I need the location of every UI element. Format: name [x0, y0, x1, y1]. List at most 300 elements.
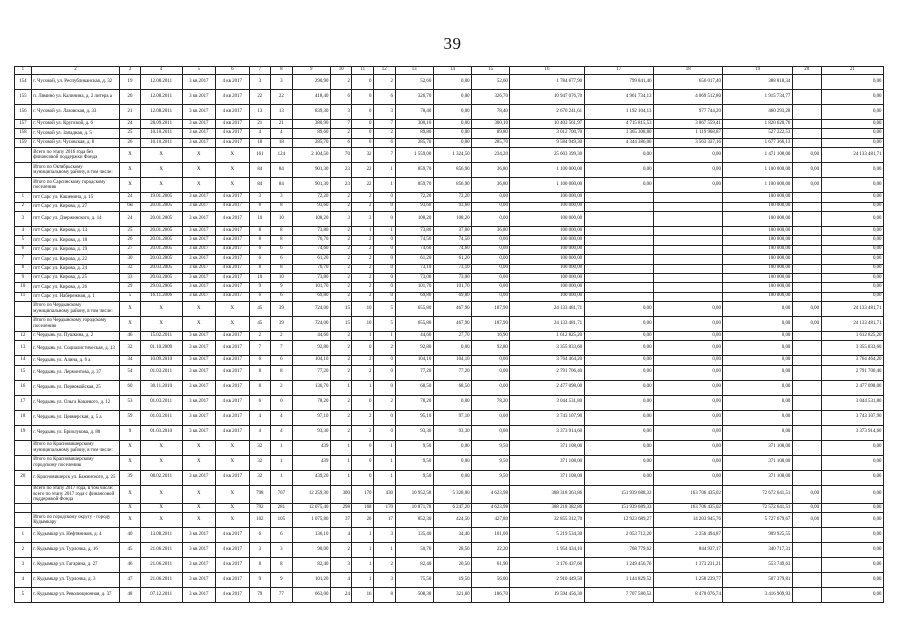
address-cell: г. Чердынь ул. Лермонтова, д. 37 [31, 365, 120, 380]
table-cell [654, 236, 723, 245]
table-cell: 1 324,50 [433, 148, 471, 163]
table-cell: 281 [271, 503, 293, 512]
table-cell: 0,00 [472, 283, 510, 292]
table-cell: 100 000,00 [510, 264, 584, 273]
table-cell: 61,20 [395, 255, 433, 264]
table-cell: 371 108,00 [510, 470, 584, 485]
table-cell [654, 255, 723, 264]
table-cell: 0 [373, 425, 395, 440]
table-cell: 0,00 [472, 292, 510, 301]
address-cell: г. Чердынь ул. Ольга Кошевого, д. 12 [31, 395, 120, 410]
table-cell: 100 000,00 [510, 292, 584, 301]
table-cell: 0,00 [821, 273, 883, 282]
table-row [15, 273, 884, 282]
table-cell: 20,50 [433, 558, 471, 573]
table-cell [792, 273, 821, 282]
table-cell: 10 871,78 [395, 503, 433, 512]
table-cell: 3 кв 2017 [182, 129, 216, 138]
table-cell: 14 [15, 356, 32, 365]
table-cell: X [140, 485, 182, 503]
table-cell: 3 кв 2017 [182, 90, 216, 105]
table-row [15, 302, 884, 317]
table-cell: 3 кв 2017 [182, 395, 216, 410]
table-cell: X [216, 148, 250, 163]
column-number: 8 [271, 67, 293, 75]
table-cell: 0,00 [723, 317, 792, 332]
table-cell [792, 558, 821, 573]
table-cell: 856,90 [433, 178, 471, 193]
table-body [15, 67, 884, 603]
table-cell: X [140, 163, 182, 178]
table-cell: 12 923 689,27 [584, 513, 653, 528]
table-cell: 93,30 [433, 425, 471, 440]
table-cell: 3 кв 2017 [182, 365, 216, 380]
table-cell [654, 245, 723, 254]
table-cell: 75,50 [395, 573, 433, 588]
table-cell: X [216, 317, 250, 332]
table-cell: 20.03.2005 [140, 273, 182, 282]
table-cell: 01.03.2011 [140, 410, 182, 425]
table-cell: 100 000,00 [510, 245, 584, 254]
table-cell: 100 000,00 [510, 283, 584, 292]
table-cell: 4 кв 2017 [216, 245, 250, 254]
table-cell: 0 [352, 129, 374, 138]
table-cell: 1 [373, 470, 395, 485]
table-cell: 24 [120, 193, 140, 202]
table-cell [15, 302, 32, 317]
table-cell: 2 [352, 193, 374, 202]
table-row [15, 317, 884, 332]
table-cell: 508,30 [395, 588, 433, 603]
table-cell: 100 000,00 [723, 245, 792, 254]
table-row [15, 90, 884, 105]
table-cell: 1 [330, 455, 352, 470]
table-cell: 70 [330, 148, 352, 163]
table-cell: 0,00 [654, 178, 723, 193]
table-row [15, 528, 884, 543]
table-cell: 77,20 [433, 365, 471, 380]
table-cell: 0,00 [792, 163, 821, 178]
address-cell: Итого по Октябрьскому муниципальному району, в том числе: [31, 163, 120, 178]
table-cell: 0,00 [723, 365, 792, 380]
table-cell: 0,00 [654, 302, 723, 317]
table-cell: X [120, 148, 140, 163]
table-cell: 32 [352, 148, 374, 163]
table-cell: 2 [352, 292, 374, 301]
table-cell [15, 178, 32, 193]
table-cell: 0 [373, 202, 395, 211]
address-cell: пгт Сарс ул. Кирова, д. 13 [31, 226, 120, 235]
table-cell: 0,00 [792, 148, 821, 163]
table-cell: 59 [120, 410, 140, 425]
table-cell: 4 кв 2017 [216, 558, 250, 573]
table-cell: 427,80 [472, 513, 510, 528]
table-cell: 9,50 [395, 455, 433, 470]
address-cell: г. Кудымкар ул. Нефтяников, д. 4 [31, 528, 120, 543]
table-cell: 0,00 [584, 410, 653, 425]
table-cell: 84 [249, 163, 271, 178]
column-number: 19 [723, 67, 792, 75]
table-cell: 4 кв 2017 [216, 341, 250, 356]
table-cell: 84 [271, 163, 293, 178]
table-cell: 8 [271, 226, 293, 235]
table-cell: 13 [271, 105, 293, 120]
table-cell: 7 [373, 120, 395, 129]
address-cell: г. Чусовой ул. Крупской, д. 6 [31, 120, 120, 129]
table-row [15, 211, 884, 226]
table-cell: 3 кв 2017 [182, 410, 216, 425]
table-cell: 0 [352, 455, 374, 470]
table-cell: 11 [15, 292, 32, 301]
table-cell: 2 [15, 202, 32, 211]
table-cell: 0,00 [584, 365, 653, 380]
table-cell: 1 820 620,76 [723, 120, 792, 129]
table-cell: X [120, 455, 140, 470]
table-cell: 163 706 435,02 [654, 485, 723, 503]
table-cell: 22 [352, 163, 374, 178]
table-cell: 73,80 [395, 226, 433, 235]
table-cell: 1 [271, 455, 293, 470]
table-cell: 0 [352, 470, 374, 485]
table-row [15, 513, 884, 528]
table-cell: 3 кв 2017 [182, 211, 216, 226]
address-cell: пгт Сарс ул. Кирова, д. 27 [31, 202, 120, 211]
table-cell: 0,00 [723, 395, 792, 410]
table-cell [792, 292, 821, 301]
table-cell: 72 572 641,51 [723, 503, 792, 512]
table-cell: 2 477 098,00 [510, 380, 584, 395]
table-cell: 26 [120, 236, 140, 245]
address-cell: г. Чердынь ул. Пушкина, д. 2 [31, 332, 120, 341]
table-cell: 22 [249, 90, 271, 105]
table-cell: 3 [330, 105, 352, 120]
table-cell: 4 кв 2017 [216, 226, 250, 235]
table-cell: 01.10.2009 [140, 341, 182, 356]
table-cell: 321,60 [433, 588, 471, 603]
table-cell: 0,00 [654, 425, 723, 440]
table-cell: 2 [330, 202, 352, 211]
table-cell: 371 108,00 [510, 440, 584, 455]
table-cell: 0,00 [433, 395, 471, 410]
table-cell: 0,00 [821, 129, 883, 138]
table-cell: 768 779,62 [584, 543, 653, 558]
table-cell: 909 925,55 [723, 528, 792, 543]
table-cell: 73,00 [433, 273, 471, 282]
address-cell: Итого по Красновишерскому муниципальному району, в том числе: [31, 440, 120, 455]
table-cell: 100 000,00 [510, 211, 584, 226]
table-cell: 157 [15, 120, 32, 129]
table-row [15, 425, 884, 440]
table-cell: 4 344 386,00 [584, 138, 653, 147]
table-cell: 3 [352, 211, 374, 226]
table-cell: 2 [330, 75, 352, 90]
table-cell [792, 410, 821, 425]
table-cell: 77,20 [292, 365, 330, 380]
table-cell: 1 119 968,87 [654, 129, 723, 138]
table-cell: 187,90 [472, 302, 510, 317]
table-cell: 72,20 [292, 193, 330, 202]
table-cell: 100 000,00 [723, 202, 792, 211]
table-cell: 108,20 [433, 211, 471, 226]
column-number: 3 [120, 67, 140, 75]
table-cell: 18 [249, 138, 271, 147]
table-cell: 21 [120, 105, 140, 120]
table-row [15, 332, 884, 341]
table-cell: 3 кв 2017 [182, 292, 216, 301]
table-cell: 0,00 [821, 202, 883, 211]
table-cell [792, 211, 821, 226]
table-cell: 1 954 434,10 [510, 543, 584, 558]
table-cell: 460 293,28 [723, 105, 792, 120]
table-cell: 0,00 [472, 356, 510, 365]
table-cell: 73,10 [433, 264, 471, 273]
table-cell: 3 563 337,16 [654, 138, 723, 147]
table-cell: 0,00 [723, 356, 792, 365]
table-cell: 0,00 [654, 356, 723, 365]
table-cell: 439 [292, 440, 330, 455]
column-number-row [15, 67, 884, 75]
table-cell: 84 [271, 178, 293, 193]
table-cell: 2 [249, 332, 271, 341]
table-cell: 8 [249, 558, 271, 573]
table-cell: 0,00 [821, 543, 883, 558]
table-cell: 3 кв 2017 [182, 273, 216, 282]
table-cell: 0,00 [472, 365, 510, 380]
table-cell: 4 623,98 [472, 485, 510, 503]
table-cell: 6 [249, 245, 271, 254]
table-cell: 3 012 700,70 [510, 129, 584, 138]
table-cell: 45 [249, 317, 271, 332]
table-cell: 6 247,20 [433, 503, 471, 512]
table-cell: 37,00 [433, 226, 471, 235]
table-cell: 21.06.2011 [140, 558, 182, 573]
table-cell: 326,70 [472, 90, 510, 105]
table-cell: 74,60 [292, 245, 330, 254]
table-cell: 3 кв 2017 [182, 543, 216, 558]
table-cell: 0,00 [433, 440, 471, 455]
table-cell: 0 [373, 264, 395, 273]
table-cell: 100 000,00 [510, 202, 584, 211]
table-cell: 3 [249, 193, 271, 202]
address-cell: г. Чусовой ул. Лазовская, д. 33 [31, 105, 120, 120]
table-cell: 0,00 [723, 332, 792, 341]
table-cell: 0,00 [654, 365, 723, 380]
table-cell: 4 кв 2017 [216, 410, 250, 425]
table-cell: 424,50 [433, 513, 471, 528]
table-cell: 2 [330, 264, 352, 273]
table-cell [584, 292, 653, 301]
table-cell: 20.01.2005 [140, 202, 182, 211]
table-cell [792, 425, 821, 440]
table-row [15, 178, 884, 193]
table-cell: 156 [15, 105, 32, 120]
table-cell: 4 кв 2017 [216, 75, 250, 90]
table-cell: 655,80 [395, 302, 433, 317]
table-cell: 1 [373, 163, 395, 178]
table-cell: 186,70 [472, 588, 510, 603]
table-cell: 9 [271, 573, 293, 588]
table-cell: 0,00 [472, 273, 510, 282]
table-cell: 2 [352, 365, 374, 380]
table-cell: 19,50 [433, 573, 471, 588]
address-cell: Всего по этапу 2017 года, в том числе: всего по этапу 2017 года с финансовой поддержкой Фонда [31, 485, 120, 503]
table-cell: 10 [15, 283, 32, 292]
table-cell: 10 [352, 302, 374, 317]
table-cell: 10 [249, 273, 271, 282]
table-cell: 8 [249, 226, 271, 235]
table-cell: 371 108,00 [510, 455, 584, 470]
table-cell: 7 [271, 341, 293, 356]
table-cell: 0 [352, 105, 374, 120]
table-cell: 158 [15, 129, 32, 138]
column-number: 1 [15, 67, 32, 75]
table-cell: 92,80 [292, 341, 330, 356]
table-cell: 36,80 [472, 226, 510, 235]
table-cell: 23 [330, 163, 352, 178]
table-cell: 0,00 [654, 148, 723, 163]
table-row [15, 503, 884, 512]
table-cell: 72,20 [395, 193, 433, 202]
table-row [15, 202, 884, 211]
table-cell: 4 кв 2017 [216, 211, 250, 226]
table-cell: 60 [120, 380, 140, 395]
table-cell: 6 [271, 255, 293, 264]
column-number: 12 [373, 67, 395, 75]
table-cell: 4 [249, 129, 271, 138]
table-cell: 4 кв 2017 [216, 425, 250, 440]
table-cell: 08.02.2011 [140, 470, 182, 485]
table-cell: 4 кв 2017 [216, 273, 250, 282]
table-cell: 0,00 [654, 332, 723, 341]
table-cell: X [140, 317, 182, 332]
table-cell: 3 [373, 573, 395, 588]
table-cell: 0,00 [821, 292, 883, 301]
table-cell: 78,20 [472, 395, 510, 410]
table-cell: 3 кв 2017 [182, 120, 216, 129]
table-cell: 9,50 [472, 470, 510, 485]
table-cell: 155 [15, 90, 32, 105]
table-row [15, 148, 884, 163]
table-cell: 371 108,00 [723, 470, 792, 485]
address-cell: г. Чусовой, ул. Республиканская, д. 32 [31, 75, 120, 90]
table-cell: 1 [373, 332, 395, 341]
table-cell: 300 [330, 485, 352, 503]
table-cell: 1 144 829,52 [584, 573, 653, 588]
table-cell: 859,70 [395, 178, 433, 193]
table-cell [792, 264, 821, 273]
table-cell: 100 000,00 [510, 226, 584, 235]
table-cell: X [140, 148, 182, 163]
table-cell: 1 258 239,77 [654, 573, 723, 588]
table-cell: 8 [249, 236, 271, 245]
table-cell: 388 318 363,86 [510, 485, 584, 503]
table-cell: 1 559,00 [395, 148, 433, 163]
table-cell: 5 [373, 302, 395, 317]
address-cell: г. Кудымкар ул. Турлочка, д. 16 [31, 543, 120, 558]
table-cell [792, 440, 821, 455]
table-cell: 13.08.2011 [140, 528, 182, 543]
table-cell: 13 [249, 105, 271, 120]
address-cell [31, 503, 120, 512]
table-cell: 663,00 [292, 588, 330, 603]
table-cell: 792 [249, 503, 271, 512]
table-cell: 4 [271, 129, 293, 138]
table-cell: 430 [373, 485, 395, 503]
table-cell: 0,00 [433, 455, 471, 470]
table-cell: 100 000,00 [723, 255, 792, 264]
table-cell: 977 744,20 [654, 105, 723, 120]
table-cell: 0,00 [433, 138, 471, 147]
table-cell: 7 [330, 120, 352, 129]
column-number: 14 [433, 67, 471, 75]
table-cell: 0 [373, 245, 395, 254]
table-cell: 8 [249, 202, 271, 211]
table-cell: 24 133 481,71 [821, 148, 883, 163]
table-cell: 100 000,00 [723, 292, 792, 301]
column-number: 2 [31, 67, 120, 75]
table-cell: 0,00 [472, 236, 510, 245]
table-cell [792, 245, 821, 254]
table-cell: 4 кв 2017 [216, 264, 250, 273]
table-cell: 2 [330, 292, 352, 301]
table-cell: 7 707 580,52 [584, 588, 653, 603]
table-cell: 151 939 689,33 [584, 503, 653, 512]
table-cell: 2 104,50 [292, 148, 330, 163]
table-cell: 0 [352, 120, 374, 129]
table-cell: 8 [271, 236, 293, 245]
table-cell: X [216, 513, 250, 528]
table-cell: 97,10 [433, 410, 471, 425]
table-cell: 0,00 [654, 455, 723, 470]
table-cell: 0,00 [433, 105, 471, 120]
table-row [15, 573, 884, 588]
table-cell: 527 222,53 [723, 129, 792, 138]
table-cell [654, 292, 723, 301]
table-cell: 4 кв 2017 [216, 105, 250, 120]
table-cell: 20.01.2005 [140, 236, 182, 245]
table-cell: 104,10 [433, 356, 471, 365]
table-cell: 839,30 [292, 105, 330, 120]
table-cell: 10 403 561,97 [510, 120, 584, 129]
table-cell: 3 кв 2017 [182, 264, 216, 273]
table-cell: 0,00 [792, 302, 821, 317]
table-cell: 2 [352, 245, 374, 254]
table-cell: 0,00 [821, 120, 883, 129]
table-cell: 0 [373, 380, 395, 395]
table-cell: 19 594 456,30 [510, 588, 584, 603]
table-cell [654, 283, 723, 292]
table-cell: 0,00 [821, 245, 883, 254]
table-cell: 72 672 641,51 [723, 485, 792, 503]
table-cell: 3 764 464,20 [510, 356, 584, 365]
table-cell: 89,80 [472, 129, 510, 138]
table-cell: X [182, 440, 216, 455]
table-cell: 4 кв 2017 [216, 332, 250, 341]
table-cell: 95,10 [395, 410, 433, 425]
table-cell: 0,00 [821, 503, 883, 512]
table-cell: X [120, 440, 140, 455]
table-cell: 0,00 [821, 211, 883, 226]
table-cell: 22,20 [472, 543, 510, 558]
table-cell: 4 [271, 410, 293, 425]
address-cell: пгт Сарс ул. Кирова, д. 19 [31, 245, 120, 254]
table-cell: 9 584 949,30 [510, 138, 584, 147]
table-cell: 0 [352, 90, 374, 105]
table-cell: 1 192 104,13 [584, 105, 653, 120]
table-cell: 136,70 [292, 380, 330, 395]
table-cell: 0,00 [654, 163, 723, 178]
table-cell: 07.12.2011 [140, 588, 182, 603]
